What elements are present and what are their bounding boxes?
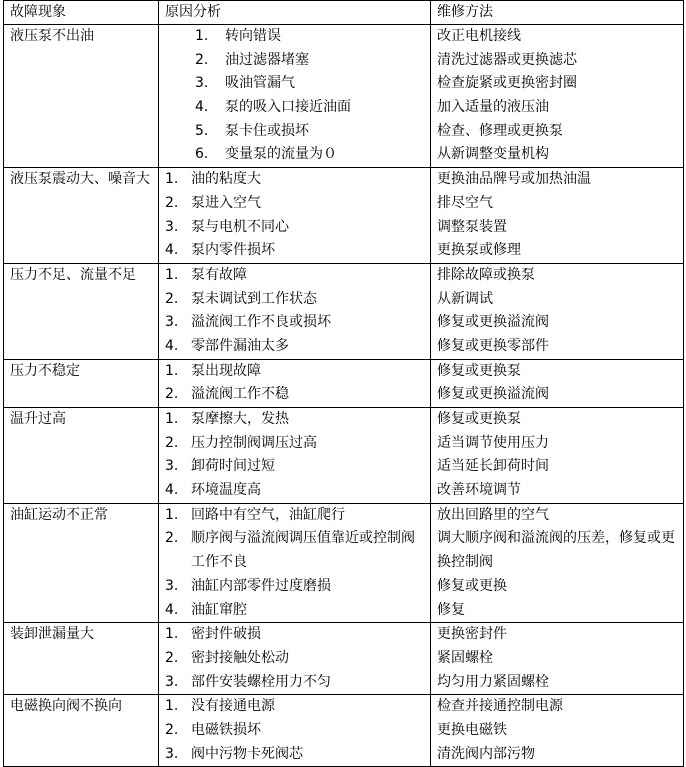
- cause-cell: [159, 263, 431, 359]
- cause-text: 泵与电机不同心: [191, 218, 289, 235]
- fix-item: 修复或更换零部件: [437, 337, 549, 354]
- cause-item: [165, 743, 424, 767]
- fix-item: 紧固螺栓: [437, 649, 493, 666]
- cause-text: 没有接通电源: [191, 698, 275, 715]
- symptom-text: 温升过高: [10, 411, 66, 427]
- table-body: [4, 25, 684, 767]
- cause-text: 环境温度高: [191, 482, 261, 499]
- cause-number: 2.: [165, 649, 179, 666]
- cause-number: 4.: [195, 99, 209, 116]
- cause-number: 1.: [195, 28, 209, 44]
- fix-item: 清洗阀内部污物: [437, 745, 535, 762]
- cause-number: 2.: [165, 434, 179, 451]
- cause-item: [165, 504, 424, 528]
- cause-text: 部件安装螺栓用力不匀: [191, 673, 331, 690]
- cause-text: 泵未调试到工作状态: [191, 290, 317, 307]
- cause-number: 3.: [165, 577, 179, 594]
- cause-item: [165, 383, 424, 407]
- symptom-text: 液压泵不出油: [10, 28, 94, 44]
- cause-item: [165, 168, 424, 192]
- symptom-cell: [4, 263, 159, 359]
- symptom-text: 油缸运动不正常: [10, 506, 108, 523]
- cause-text: 变量泵的流量为０: [225, 146, 337, 163]
- fix-item: 更换油品牌号或加热油温: [437, 171, 591, 188]
- fix-item: 排除故障或换泵: [437, 266, 535, 283]
- fix-item: 调整泵装置: [437, 218, 507, 235]
- cause-number: 4.: [165, 242, 179, 259]
- header-cause: 原因分析: [159, 1, 431, 25]
- cause-number: 1.: [165, 506, 179, 523]
- symptom-text: 压力不稳定: [10, 362, 80, 379]
- cause-text: 泵出现故障: [191, 362, 261, 379]
- cause-number: 2.: [165, 721, 179, 738]
- fix-cell: [431, 25, 684, 168]
- cause-item: [165, 25, 424, 49]
- table-row: [4, 168, 684, 264]
- fix-item: 更换电磁铁: [437, 721, 507, 738]
- cause-text: 零部件漏油太多: [191, 337, 289, 354]
- cause-number: 4.: [165, 337, 179, 354]
- cause-number: 1.: [165, 411, 179, 427]
- symptom-cell: [4, 408, 159, 504]
- fix-item: 修复或更换泵: [437, 411, 521, 427]
- cause-number: 1.: [165, 171, 179, 188]
- cause-text: 卸荷时间过短: [191, 458, 275, 475]
- fix-item: 改正电机接线: [437, 28, 521, 44]
- cause-text: 电磁铁损坏: [191, 721, 261, 738]
- cause-item: [165, 695, 424, 719]
- fix-cell: [431, 359, 684, 407]
- cause-text: 顺序阀与溢流阀调压值靠近或控制阀工作不良: [191, 530, 415, 571]
- symptom-cell: [4, 359, 159, 407]
- symptom-text: 装卸泄漏量大: [10, 626, 94, 643]
- cause-item: [165, 527, 424, 574]
- cause-number: 2.: [165, 530, 179, 547]
- cause-number: 3.: [165, 314, 179, 331]
- fix-item: 排尽空气: [437, 194, 493, 211]
- cause-cell: [159, 503, 431, 622]
- cause-item: [165, 408, 424, 432]
- cause-number: 5.: [195, 122, 209, 139]
- cause-number: 2.: [165, 386, 179, 403]
- cause-item: [165, 671, 424, 695]
- header-symptom: 故障现象: [4, 1, 159, 25]
- cause-number: 3.: [165, 745, 179, 762]
- cause-item: [165, 216, 424, 240]
- symptom-cell: [4, 503, 159, 622]
- symptom-cell: [4, 25, 159, 168]
- cause-item: [165, 239, 424, 263]
- fix-cell: [431, 408, 684, 504]
- fix-item: 放出回路里的空气: [437, 506, 549, 523]
- cause-cell: [159, 359, 431, 407]
- cause-text: 溢流阀工作不良或损坏: [191, 314, 331, 331]
- fix-cell: [431, 263, 684, 359]
- cause-number: 6.: [195, 146, 209, 163]
- cause-text: 吸油管漏气: [225, 75, 295, 92]
- cause-cell: [159, 623, 431, 695]
- cause-text: 压力控制阀调压过高: [191, 434, 317, 451]
- cause-item: [165, 288, 424, 312]
- symptom-cell: [4, 623, 159, 695]
- cause-cell: [159, 25, 431, 168]
- header-row: [4, 1, 684, 25]
- cause-number: 3.: [195, 75, 209, 92]
- cause-number: 4.: [165, 482, 179, 499]
- cause-item: [165, 455, 424, 479]
- fix-item: 检查、修理或更换泵: [437, 122, 563, 139]
- fix-item: 检查并接通控制电源: [437, 698, 563, 715]
- table-row: [4, 25, 684, 168]
- cause-cell: [159, 408, 431, 504]
- fix-item: 修复或更换泵: [437, 362, 521, 379]
- cause-text: 油缸内部零件过度磨损: [191, 577, 331, 594]
- cause-item: [165, 335, 424, 359]
- fix-item: 改善环境调节: [437, 482, 521, 499]
- cause-number: 2.: [165, 194, 179, 211]
- cause-item: [165, 264, 424, 288]
- cause-item: [165, 623, 424, 647]
- table-row: [4, 503, 684, 622]
- cause-text: 油过滤器堵塞: [225, 51, 309, 68]
- cause-item: [165, 479, 424, 503]
- cause-item: [165, 575, 424, 599]
- table-row: [4, 408, 684, 504]
- symptom-cell: [4, 695, 159, 767]
- cause-text: 阀中污物卡死阀芯: [191, 745, 303, 762]
- cause-text: 泵进入空气: [191, 194, 261, 211]
- cause-number: 4.: [165, 601, 179, 618]
- symptom-text: 液压泵震动大、噪音大: [10, 171, 150, 188]
- table-row: [4, 359, 684, 407]
- fix-item: 从新调整变量机构: [437, 146, 549, 163]
- symptom-text: 压力不足、流量不足: [10, 266, 136, 283]
- cause-item: [165, 72, 424, 96]
- fix-cell: [431, 695, 684, 767]
- symptom-text: 电磁换向阀不换向: [10, 698, 122, 715]
- cause-number: 3.: [165, 458, 179, 475]
- cause-item: [165, 719, 424, 743]
- cause-item: [165, 360, 424, 384]
- fix-item: 修复: [437, 601, 465, 618]
- fault-table: [3, 0, 684, 767]
- fix-item: 检查旋紧或更换密封圈: [437, 75, 577, 92]
- fix-item: 适当调节使用压力: [437, 434, 549, 451]
- fix-item: 清洗过滤器或更换滤芯: [437, 51, 577, 68]
- cause-number: 1.: [165, 266, 179, 283]
- fix-item: 修复或更换溢流阀: [437, 314, 549, 331]
- cause-text: 泵内零件损坏: [191, 242, 275, 259]
- fix-item: 修复或更换: [437, 577, 507, 594]
- cause-number: 1.: [165, 626, 179, 643]
- cause-number: 3.: [165, 218, 179, 235]
- cause-item: [165, 120, 424, 144]
- table-row: [4, 695, 684, 767]
- fix-item: 适当延长卸荷时间: [437, 458, 549, 475]
- cause-item: [165, 143, 424, 167]
- cause-text: 密封接触处松动: [191, 649, 289, 666]
- cause-text: 油的粘度大: [191, 171, 261, 188]
- cause-number: 2.: [165, 290, 179, 307]
- cause-item: [165, 647, 424, 671]
- fix-cell: [431, 503, 684, 622]
- cause-item: [165, 432, 424, 456]
- cause-item: [165, 96, 424, 120]
- cause-text: 泵摩擦大，发热: [191, 411, 289, 427]
- cause-text: 泵卡住或损坏: [225, 122, 309, 139]
- fix-item: 更换密封件: [437, 626, 507, 643]
- table-row: [4, 623, 684, 695]
- cause-item: [165, 599, 424, 623]
- cause-text: 泵的吸入口接近油面: [225, 99, 351, 116]
- cause-text: 转向错误: [225, 28, 281, 44]
- fix-item: 均匀用力紧固螺栓: [437, 673, 549, 690]
- cause-number: 2.: [195, 51, 209, 68]
- fix-item: 加入适量的液压油: [437, 99, 549, 116]
- fix-item: 调大顺序阀和溢流阀的压差，修复或更换控制阀: [437, 530, 675, 571]
- cause-number: 1.: [165, 698, 179, 715]
- cause-text: 回路中有空气，油缸爬行: [191, 506, 345, 523]
- cause-item: [165, 192, 424, 216]
- table-row: [4, 263, 684, 359]
- fix-item: 更换泵或修理: [437, 242, 521, 259]
- fix-item: 修复或更换溢流阀: [437, 386, 549, 403]
- cause-cell: [159, 168, 431, 264]
- cause-text: 泵有故障: [191, 266, 247, 283]
- cause-item: [165, 49, 424, 73]
- cause-number: 1.: [165, 362, 179, 379]
- fix-cell: [431, 623, 684, 695]
- header-fix: 维修方法: [431, 1, 684, 25]
- cause-cell: [159, 695, 431, 767]
- fix-cell: [431, 168, 684, 264]
- symptom-cell: [4, 168, 159, 264]
- fix-item: 从新调试: [437, 290, 493, 307]
- cause-number: 3.: [165, 673, 179, 690]
- cause-text: 油缸窜腔: [191, 601, 247, 618]
- cause-text: 密封件破损: [191, 626, 261, 643]
- cause-text: 溢流阀工作不稳: [191, 386, 289, 403]
- cause-item: [165, 311, 424, 335]
